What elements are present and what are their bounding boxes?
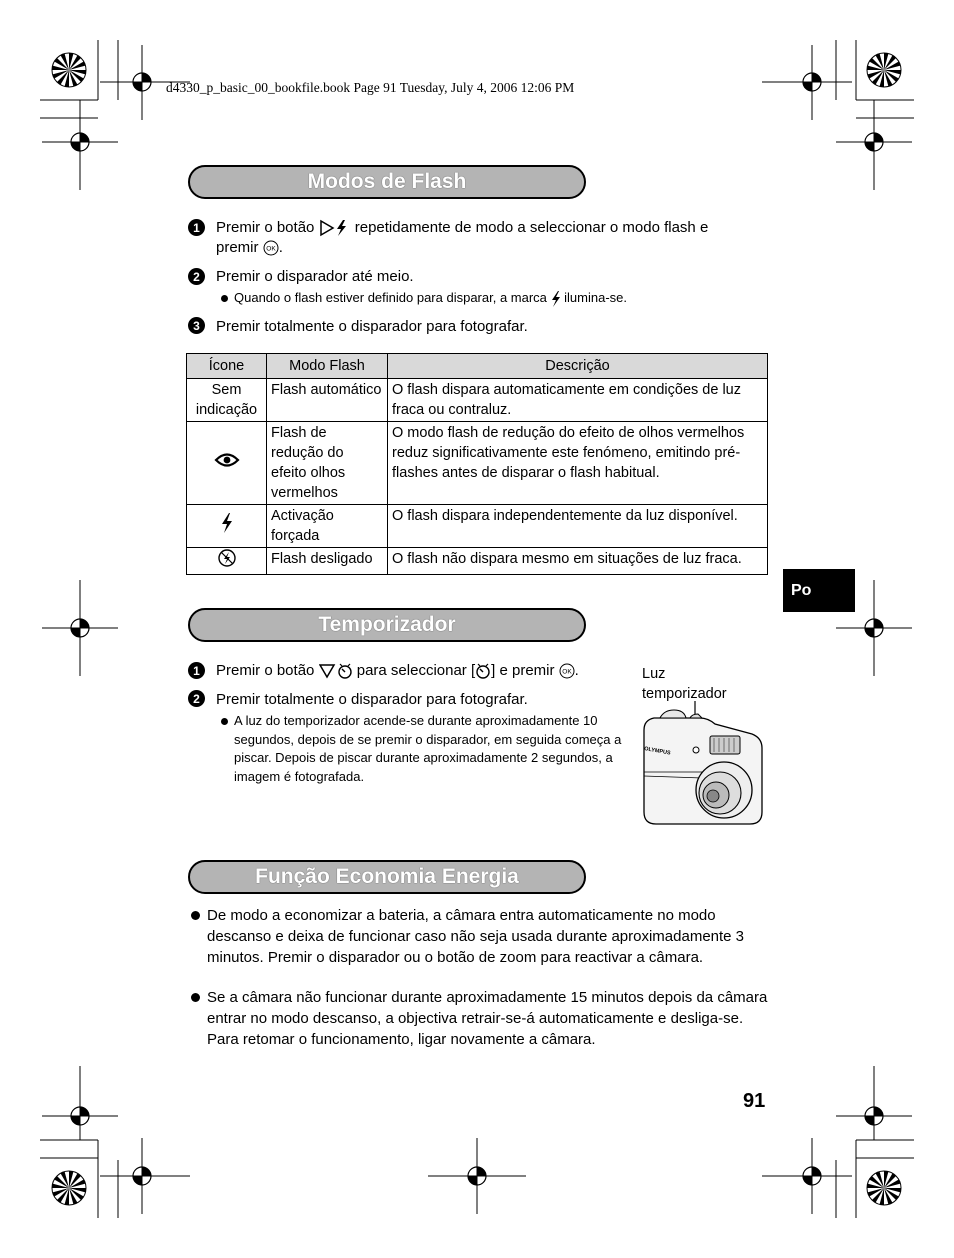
flash-off-icon	[218, 549, 236, 567]
section-title-flash: Modos de Flash	[188, 165, 586, 199]
ok-button-icon	[263, 240, 279, 256]
step-number: 1	[188, 219, 205, 236]
table-cell-mode: Flash desligado	[267, 548, 388, 575]
section-title-power: Função Economia Energia	[188, 860, 586, 894]
table-row	[187, 548, 768, 575]
table-row	[187, 422, 768, 505]
timer-step-1: Premir o botão para seleccionar [ ] e premir OK .	[216, 662, 579, 679]
svg-text:OK: OK	[265, 245, 276, 253]
ok-button-icon	[559, 663, 575, 679]
step-number: 3	[188, 317, 205, 334]
flash-modes-table	[186, 353, 768, 575]
table-cell-desc: O modo flash de redução do efeito de olhos vermelhos reduz significativamente este fenómeno, emitindo pré-flashes antes de disparar o flash habitual.	[388, 422, 768, 505]
selftimer-icon	[475, 662, 491, 680]
red-eye-icon	[214, 452, 240, 468]
table-cell-mode: Activação forçada	[267, 505, 388, 548]
table-row	[187, 379, 768, 422]
flash-step-1: Premir o botão repetidamente de modo a seleccionar o modo flash e premir OK .	[216, 219, 709, 256]
camera-brand-label: OLYMPUS	[643, 746, 671, 757]
table-header: Modo Flash	[267, 354, 388, 379]
flash-bolt-icon	[551, 291, 561, 307]
right-flash-button-icon	[319, 219, 351, 237]
table-cell-mode: Flash automático	[267, 379, 388, 422]
table-cell-icon	[187, 505, 267, 548]
step-number: 2	[188, 268, 205, 285]
section-title-timer: Temporizador	[188, 608, 586, 642]
table-cell-desc: O flash dispara automaticamente em condições de luz fraca ou contraluz.	[388, 379, 768, 422]
down-selftimer-button-icon	[319, 662, 353, 680]
table-cell-mode: Flash de redução do efeito olhos vermelhos	[267, 422, 388, 505]
table-cell-icon	[187, 422, 267, 505]
timer-step-2: Premir totalmente o disparador para fotografar.	[216, 691, 528, 708]
flash-step-3: Premir totalmente o disparador para fotografar.	[216, 318, 528, 335]
step-number: 1	[188, 662, 205, 679]
flash-bolt-icon	[221, 513, 233, 533]
table-header-row	[187, 354, 768, 379]
power-bullet-1: De modo a economizar a bateria, a câmara entra automaticamente no modo descanso e deixa de funcionar caso não seja usada durante aproximadamente 3 minutos. Premir o disparador ou o botão de zoom para reactivar a câmara.	[207, 907, 745, 966]
bullet-dot	[191, 911, 200, 920]
bullet-dot	[221, 295, 228, 302]
table-row	[187, 505, 768, 548]
table-cell-desc: O flash não dispara mesmo em situações de luz fraca.	[388, 548, 768, 575]
step-number: 2	[188, 690, 205, 707]
table-header: Ícone	[187, 354, 267, 379]
table-cell-desc: O flash dispara independentemente da luz disponível.	[388, 505, 768, 548]
table-header: Descrição	[388, 354, 768, 379]
flash-step-2-note: Quando o flash estiver definido para disparar, a marca ilumina-se.	[234, 290, 628, 305]
timer-note: A luz do temporizador acende-se durante aproximadamente 10 segundos, depois de se premir o disparador, em seguida começa a piscar. Depois de piscar durante aproximadamente 2 segundos, a imagem é fotografada.	[234, 713, 622, 784]
table-cell-icon: Sem indicação	[187, 379, 267, 422]
flash-step-2: Premir o disparador até meio.	[216, 268, 414, 285]
table-cell-icon	[187, 548, 267, 575]
svg-text:OK: OK	[561, 668, 572, 676]
camera-illustration	[640, 700, 768, 830]
figure-label: Luz temporizador	[642, 666, 727, 702]
language-tab: Po	[783, 569, 855, 612]
bullet-dot	[191, 993, 200, 1002]
power-bullet-2: Se a câmara não funcionar durante aproximadamente 15 minutos depois da câmara entrar no modo descanso, a objectiva retrair-se-á automaticamente e desliga-se. Para retomar o funcionamento, ligar novamente a câmara.	[207, 989, 768, 1048]
page-number: 91	[743, 1090, 766, 1112]
bullet-dot	[221, 718, 228, 725]
book-file-header: d4330_p_basic_00_bookfile.book Page 91 Tuesday, July 4, 2006 12:06 PM	[166, 80, 575, 95]
